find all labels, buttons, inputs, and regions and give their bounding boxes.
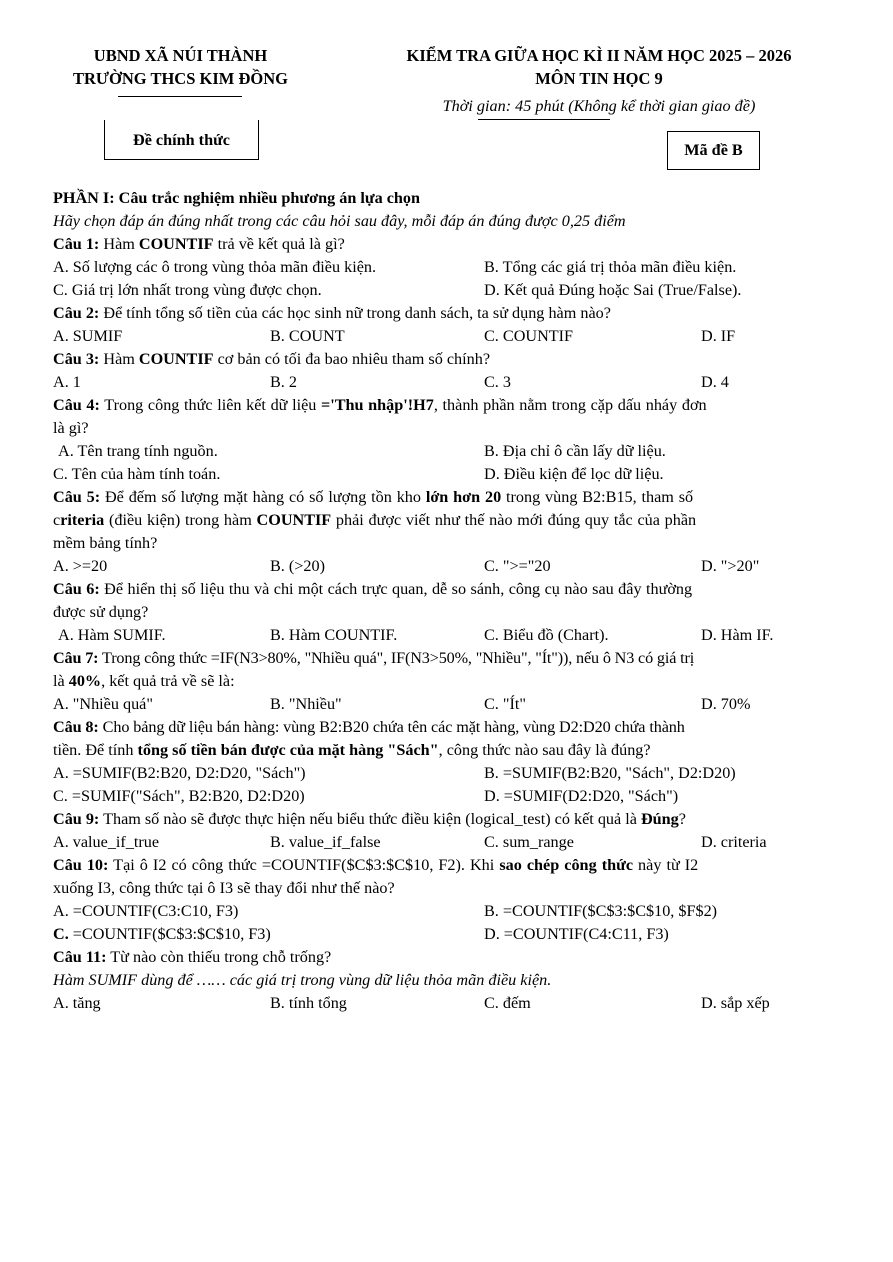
question-label: Câu 2: (53, 304, 100, 322)
question-keyword: tổng số tiền bán được của mặt hàng "Sách" (137, 741, 439, 759)
question-text: cơ bản có tối đa bao nhiêu tham số chính? (213, 350, 491, 368)
options-row (53, 992, 839, 1015)
question-label: Câu 1: (53, 235, 100, 253)
question-label: Câu 6: (53, 580, 100, 598)
option-c-label: C. (53, 925, 69, 943)
option-d: D. IF (701, 327, 736, 345)
option-b: B. (>20) (270, 557, 325, 575)
question-10-cont: xuống I3, công thức tại ô I3 sẽ thay đổi như thế nào? (53, 879, 395, 897)
question-keyword: COUNTIF (138, 235, 214, 253)
question-11-sentence: Hàm SUMIF dùng để …… các giá trị trong vùng dữ liệu thỏa mãn điều kiện. (53, 971, 552, 989)
question-text: này từ I2 (633, 856, 699, 874)
question-label: Câu 5: (53, 488, 101, 506)
question-text: phải được viết như thế nào mới đúng quy tắc của phần (331, 511, 697, 529)
question-2 (53, 302, 839, 325)
question-text: là (53, 672, 69, 690)
school-name: TRƯỜNG THCS KIM ĐỒNG (73, 69, 288, 88)
option-c: C. =SUMIF("Sách", B2:B20, D2:D20) (53, 787, 305, 805)
exam-code: Mã đề B (684, 141, 743, 159)
options-row (53, 371, 839, 394)
options-row (53, 440, 839, 463)
option-a: A. SUMIF (53, 327, 123, 345)
question-keyword: sao chép công thức (499, 856, 633, 874)
question-text: Để tính tổng số tiền của các học sinh nữ trong danh sách, ta sử dụng hàm nào? (99, 304, 611, 322)
question-text: trả về kết quả là gì? (213, 235, 345, 253)
question-text: , thành phần nằm trong cặp dấu nháy đơn (433, 396, 707, 414)
school-underline (118, 96, 242, 97)
option-a: A. =COUNTIF(C3:C10, F3) (53, 902, 239, 920)
option-c: C. COUNTIF (484, 327, 574, 345)
question-9 (53, 808, 839, 831)
option-d: D. sắp xếp (701, 994, 770, 1012)
question-text: Trong công thức =IF(N3>80%, "Nhiều quá", IF(N3>50%, "Nhiều", "Ít")), nếu ô N3 có giá trị (98, 649, 695, 667)
question-text: Từ nào còn thiếu trong chỗ trống? (106, 948, 332, 966)
options-row (53, 624, 839, 647)
question-8-cont (53, 739, 839, 762)
options-row (53, 279, 839, 302)
question-keyword: riteria (60, 511, 105, 529)
question-keyword: 40% (68, 672, 102, 690)
official-exam-label: Đề chính thức (133, 131, 230, 149)
question-11 (53, 946, 839, 969)
question-5 (53, 486, 839, 509)
option-c: C. Tên của hàm tính toán. (53, 465, 221, 483)
question-text: Hàm (99, 235, 139, 253)
question-text: Tại ô I2 có công thức =COUNTIF($C$3:$C$10, F2). Khi (108, 856, 500, 874)
option-b: B. 2 (270, 373, 297, 391)
option-b: B. "Nhiều" (270, 695, 342, 713)
option-b: B. value_if_false (270, 833, 381, 851)
question-text: Hàm (99, 350, 139, 368)
option-b: B. Địa chỉ ô cần lấy dữ liệu. (484, 442, 666, 460)
question-label: Câu 3: (53, 350, 100, 368)
option-c: C. ">="20 (484, 557, 551, 575)
option-a: A. =SUMIF(B2:B20, D2:D20, "Sách") (53, 764, 306, 782)
question-4 (53, 394, 839, 417)
options-row (53, 762, 839, 785)
option-c-text: =COUNTIF($C$3:$C$10, F3) (68, 925, 271, 943)
option-d: D. 4 (701, 373, 729, 391)
question-5-cont: mềm bảng tính? (53, 534, 158, 552)
question-text: ? (678, 810, 686, 828)
section-instruction: Hãy chọn đáp án đúng nhất trong các câu hỏi sau đây, mỗi đáp án đúng được 0,25 điểm (53, 212, 626, 230)
question-5-cont (53, 509, 839, 532)
option-c (53, 923, 271, 946)
question-label: Câu 9: (53, 810, 100, 828)
exam-duration: Thời gian: 45 phút (Không kể thời gian giao đề) (442, 97, 756, 115)
question-6 (53, 578, 839, 601)
option-a: A. Hàm SUMIF. (58, 626, 166, 644)
option-a: A. Số lượng các ô trong vùng thỏa mãn điều kiện. (53, 258, 377, 276)
question-text: Cho bảng dữ liệu bán hàng: vùng B2:B20 chứa tên các mặt hàng, vùng D2:D20 chứa thành (98, 718, 685, 736)
question-4-cont: là gì? (53, 419, 89, 437)
question-8 (53, 716, 839, 739)
question-label: Câu 7: (53, 649, 99, 667)
question-keyword: COUNTIF (138, 350, 214, 368)
option-c: C. Biểu đồ (Chart). (484, 626, 609, 644)
option-d: D. ">20" (701, 557, 760, 575)
option-d: D. =SUMIF(D2:D20, "Sách") (484, 787, 679, 805)
question-keyword: Đúng (640, 810, 679, 828)
option-d: D. criteria (701, 833, 767, 851)
options-row (53, 256, 839, 279)
question-text: Để hiển thị số liệu thu và chi một cách trực quan, dễ so sánh, công cụ nào sau đây thường (99, 580, 693, 598)
question-text: Để đếm số lượng mặt hàng có số lượng tồn kho (100, 488, 426, 506)
question-10 (53, 854, 839, 877)
question-text: Tham số nào sẽ được thực hiện nếu biểu thức điều kiện (logical_test) có kết quả là (99, 810, 641, 828)
question-6-cont: được sử dụng? (53, 603, 149, 621)
option-b: B. tính tổng (270, 994, 347, 1012)
option-d: D. 70% (701, 695, 751, 713)
option-a: A. "Nhiều quá" (53, 695, 153, 713)
option-a: A. >=20 (53, 557, 108, 575)
option-b: B. =COUNTIF($C$3:$C$10, $F$2) (484, 902, 718, 920)
options-row (53, 463, 839, 486)
option-c: C. đếm (484, 994, 531, 1012)
question-text: , kết quả trả về sẽ là: (101, 672, 235, 690)
option-b: B. Hàm COUNTIF. (270, 626, 398, 644)
options-row (53, 900, 839, 923)
question-text: tiền. Để tính (53, 741, 138, 759)
question-1 (53, 233, 839, 256)
option-c: C. Giá trị lớn nhất trong vùng được chọn. (53, 281, 322, 299)
question-text: Trong công thức liên kết dữ liệu (99, 396, 321, 414)
option-c: C. sum_range (484, 833, 574, 851)
question-7 (53, 647, 839, 670)
question-label: Câu 4: (53, 396, 100, 414)
question-label: Câu 10: (53, 856, 109, 874)
section-title: PHẦN I: Câu trắc nghiệm nhiều phương án lựa chọn (53, 189, 421, 207)
exam-content (53, 187, 839, 1015)
option-a: A. tăng (53, 994, 101, 1012)
option-b: B. =SUMIF(B2:B20, "Sách", D2:D20) (484, 764, 736, 782)
options-row (53, 555, 839, 578)
option-b: B. Tổng các giá trị thỏa mãn điều kiện. (484, 258, 737, 276)
options-row (53, 693, 839, 716)
exam-title: KIỂM TRA GIỮA HỌC KÌ II NĂM HỌC 2025 – 2026 (406, 46, 792, 65)
question-text: (điều kiện) trong hàm (104, 511, 257, 529)
option-d: D. Điều kiện để lọc dữ liệu. (484, 465, 664, 483)
options-row (53, 325, 839, 348)
duration-underline (478, 119, 610, 120)
school-authority: UBND XÃ NÚI THÀNH (93, 46, 268, 65)
options-row (53, 923, 839, 946)
question-text: , công thức nào sau đây là đúng? (438, 741, 651, 759)
question-7-cont (53, 670, 839, 693)
question-keyword: COUNTIF (256, 511, 332, 529)
question-label: Câu 11: (53, 948, 107, 966)
options-row (53, 831, 839, 854)
question-keyword: ='Thu nhập'!H7 (321, 396, 434, 414)
question-keyword: lớn hơn 20 (425, 488, 502, 506)
option-d: D. Hàm IF. (701, 626, 774, 644)
option-b: B. COUNT (270, 327, 345, 345)
option-a: A. 1 (53, 373, 81, 391)
option-d: D. =COUNTIF(C4:C11, F3) (484, 925, 669, 943)
question-text: trong vùng B2:B15, tham số (501, 488, 694, 506)
subject-title: MÔN TIN HỌC 9 (535, 69, 663, 88)
option-d: D. Kết quả Đúng hoặc Sai (True/False). (484, 281, 742, 299)
question-text: c (53, 511, 61, 529)
option-a: A. value_if_true (53, 833, 160, 851)
option-c: C. "Ít" (484, 695, 526, 713)
option-a: A. Tên trang tính nguồn. (58, 442, 218, 460)
question-3 (53, 348, 839, 371)
question-label: Câu 8: (53, 718, 99, 736)
options-row (53, 785, 839, 808)
option-c: C. 3 (484, 373, 511, 391)
